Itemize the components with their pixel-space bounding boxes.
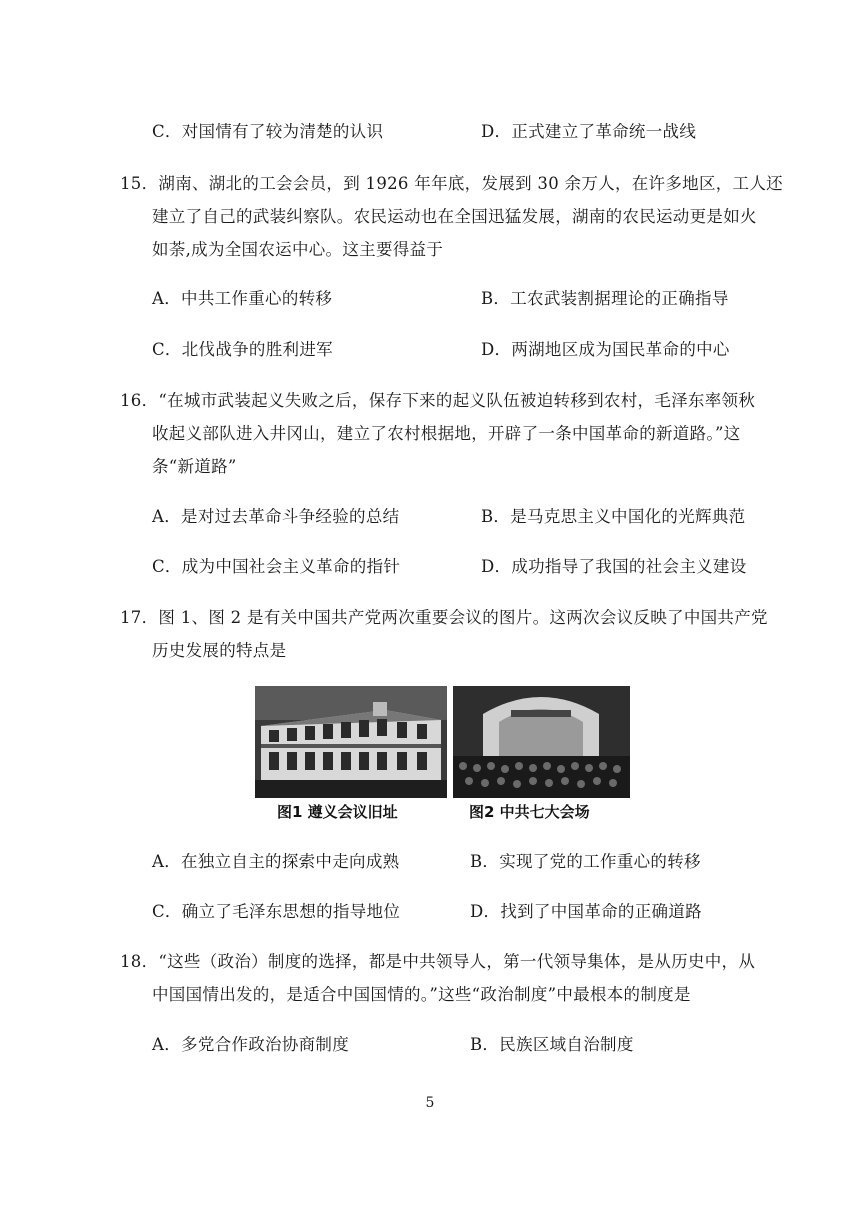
q16-option-c: C．成为中国社会主义革命的指针: [152, 557, 401, 576]
q17-stem-line-2: 历史发展的特点是: [152, 641, 287, 660]
q17-option-a: A．在独立自主的探索中走向成熟: [152, 852, 400, 871]
q18-option-a: A．多党合作政治协商制度: [152, 1035, 350, 1054]
q15-stem-line-3: 如荼,成为全国农运中心。这主要得益于: [152, 240, 444, 259]
q16-option-d: D．成功指导了我国的社会主义建设: [481, 557, 747, 576]
figure-2-caption: 图2 中共七大会场: [469, 803, 590, 821]
figure-1-caption: 图1 遵义会议旧址: [277, 803, 398, 821]
q16-option-b: B．是马克思主义中国化的光辉典范: [481, 507, 746, 526]
q17-option-b: B．实现了党的工作重心的转移: [470, 852, 701, 871]
q15-stem-line-2: 建立了自己的武装纠察队。农民运动也在全国迅猛发展，湖南的农民运动更是如火: [152, 207, 757, 226]
q16-option-a: A．是对过去革命斗争经验的总结: [152, 507, 400, 526]
q15-stem-line-1: 15．湖南、湖北的工会会员，到 1926 年年底，发展到 30 余万人，在许多地区，工人还: [120, 174, 783, 193]
q15-option-d: D．两湖地区成为国民革命的中心: [481, 340, 730, 359]
q17-figure: [255, 686, 630, 824]
q18-stem-line-2: 中国国情出发的，是适合中国国情的。”这些“政治制度”中最根本的制度是: [152, 985, 691, 1004]
q15-option-b: B．工农武装割据理论的正确指导: [481, 289, 729, 308]
page-number: 5: [425, 1095, 435, 1111]
q16-stem-line-3: 条“新道路”: [152, 457, 237, 476]
zunyi-building-photo: [255, 686, 447, 798]
q14-option-c: C．对国情有了较为清楚的认识: [152, 122, 384, 141]
q18-option-b: B．民族区域自治制度: [470, 1035, 634, 1054]
q15-option-a: A．中共工作重心的转移: [152, 289, 333, 308]
q16-stem-line-1: 16．“在城市武装起义失败之后，保存下来的起义队伍被迫转移到农村，毛泽东率领秋: [120, 391, 756, 410]
q18-stem-line-1: 18．“这些（政治）制度的选择，都是中共领导人，第一代领导集体，是从历史中，从: [120, 952, 756, 971]
q17-stem-line-1: 17．图 1、图 2 是有关中国共产党两次重要会议的图片。这两次会议反映了中国共产党: [120, 608, 768, 627]
q15-option-c: C．北伐战争的胜利进军: [152, 340, 333, 359]
seventh-congress-hall-photo: [453, 686, 630, 798]
q17-option-c: C．确立了毛泽东思想的指导地位: [152, 902, 401, 921]
q17-option-d: D．找到了中国革命的正确道路: [470, 902, 702, 921]
q14-option-d: D．正式建立了革命统一战线: [481, 122, 697, 141]
q16-stem-line-2: 收起义部队进入井冈山，建立了农村根据地，开辟了一条中国革命的新道路。”这: [152, 424, 741, 443]
